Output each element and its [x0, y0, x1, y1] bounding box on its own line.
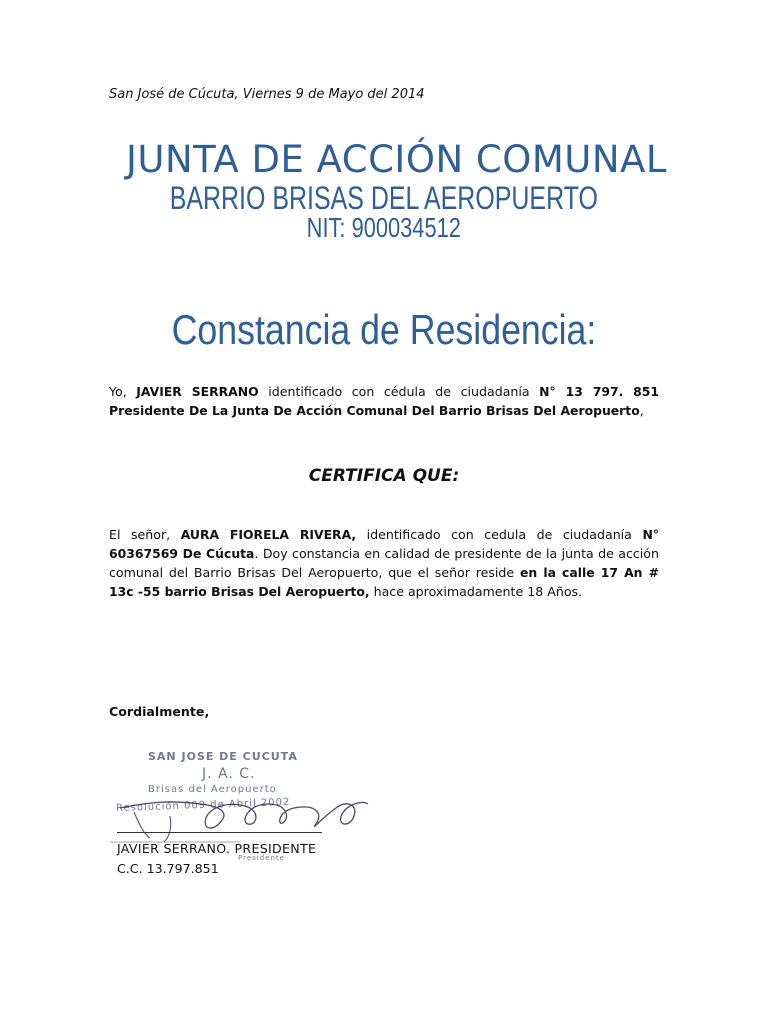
resident-address: en la calle 17 An # 13c -55 barrio Brisas Del Aeropuerto,	[109, 565, 659, 599]
stamp-line-resolution: Resolución 009 de Abril 2002	[115, 796, 291, 815]
stamp-line-city: SAN JOSE DE CUCUTA	[148, 750, 298, 763]
intro-end: ,	[639, 403, 644, 418]
intro-paragraph	[109, 382, 659, 420]
signer-id: C.C. 13.797.851	[117, 861, 219, 876]
signature-line	[117, 832, 322, 833]
president-name: JAVIER SERRANO	[136, 384, 259, 399]
resident-id: N° 60367569 De Cúcuta	[109, 527, 660, 561]
stamp-line-barrio: Brisas del Aeropuerto	[148, 784, 277, 795]
body-paragraph	[109, 525, 659, 601]
closing: Cordialmente,	[109, 704, 210, 719]
president-id-role: N° 13 797. 851 Presidente De La Junta De Acción Comunal Del Barrio Brisas Del Aeropuerto	[109, 384, 660, 418]
certifica-heading: CERTIFICA QUE:	[308, 466, 460, 486]
intro-yo: Yo,	[109, 384, 137, 399]
signer-name: JAVIER SERRANO. PRESIDENTE	[117, 841, 317, 856]
org-barrio: BARRIO BRISAS DEL AEROPUERTO	[169, 180, 598, 216]
stamp-line-jac: J. A. C.	[202, 766, 256, 782]
org-name: JUNTA DE ACCIÓN COMUNAL	[126, 138, 667, 181]
body-end: hace aproximadamente 18 Años.	[369, 584, 583, 599]
body-lead: El señor,	[109, 527, 181, 542]
intro-mid: identificado con cédula de ciudadanía	[258, 384, 540, 399]
org-nit: NIT: 900034512	[306, 212, 461, 243]
body-mid2: . Doy constancia en calidad de presidente de la junta de acción comunal del Barrio Brisas Del Aeropuerto, que el señor reside	[109, 546, 659, 580]
stamp-line-role: Presidente	[238, 854, 285, 862]
resident-name: AURA FIORELA RIVERA,	[180, 527, 357, 542]
body-mid1: identificado con cedula de ciudadanía	[356, 527, 643, 542]
date-line: San José de Cúcuta, Viernes 9 de Mayo del 2014	[109, 87, 425, 102]
document-title: Constancia de Residencia:	[171, 306, 597, 353]
